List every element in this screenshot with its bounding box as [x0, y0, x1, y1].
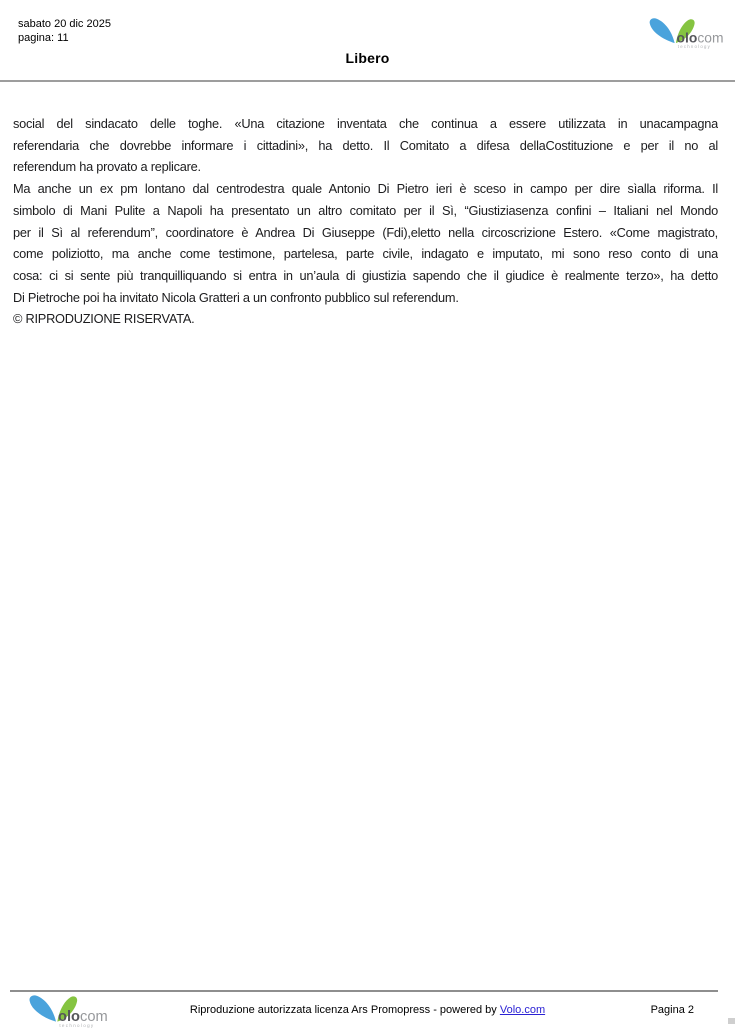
body-line: referendum ha provato a replicare.	[13, 159, 201, 175]
body-line: Ma anche un ex pm lontano dal centrodestra quale Antonio Di Pietro ieri è sceso in campo per dire sìalla riforma. Il	[13, 181, 718, 197]
paragraph	[13, 308, 718, 330]
clipping-date: sabato 20 dic 2025	[18, 18, 111, 30]
logo-blue-drop-icon	[650, 18, 675, 43]
header-divider	[0, 80, 735, 82]
logo-word-com: com	[79, 1009, 108, 1025]
footer-divider	[10, 990, 718, 992]
logo-word-olo: olo	[676, 29, 698, 46]
volo-com-link[interactable]: Volo.com	[499, 1004, 546, 1016]
body-line: come poliziotto, ma anche come testimone, partelesa, parte civile, indagato e imputato, mi sono reso conto di una	[13, 246, 718, 262]
logo-tagline: technology	[59, 1023, 95, 1028]
footer-license	[0, 1004, 735, 1016]
scrollbar-corner	[728, 1018, 735, 1024]
body-line: simbolo di Mani Pulite a Napoli ha presentato un altro comitato per il Sì, “Giustiziasenza confini – Italiani nel Mondo	[13, 202, 718, 218]
license-text: Riproduzione autorizzata licenza Ars Promopress - powered by	[189, 1004, 500, 1016]
body-line: © RIPRODUZIONE RISERVATA.	[13, 311, 195, 327]
publication-title: Libero	[345, 50, 390, 66]
body-line: per il Sì al referendum”, coordinatore è Andrea Di Giuseppe (Fdi),eletto nella circoscrizione Estero. «Come magistrato,	[13, 224, 718, 240]
body-line: social del sindacato delle toghe. «Una citazione inventata che continua a essere utilizzata in unacampagna	[13, 116, 718, 131]
body-line: Di Pietroche poi ha invitato Nicola Gratteri a un confronto pubblico sul referendum.	[13, 289, 459, 305]
svg-text:olocom	[677, 29, 724, 45]
header-meta	[18, 18, 111, 45]
logo-word-olo: olo	[58, 1009, 80, 1025]
body-line: cosa: ci si sente più tranquilliquando si entra in un’aula di giustizia sapendo che il giudice è realmente terzo», ha detto	[13, 267, 718, 283]
volocom-logo	[644, 16, 728, 50]
paragraph	[13, 178, 718, 308]
article-body	[13, 113, 718, 330]
logo-tagline: technology	[677, 44, 712, 50]
body-line: referendaria che dovrebbe informare i cittadini», ha detto. Il Comitato a difesa dellaCostituzione e per il no al	[13, 137, 718, 153]
clipping-page-ref: pagina: 11	[18, 31, 69, 44]
paragraph	[13, 113, 718, 178]
footer-page-number: Pagina 2	[650, 1004, 694, 1016]
logo-word-com: com	[697, 29, 724, 46]
